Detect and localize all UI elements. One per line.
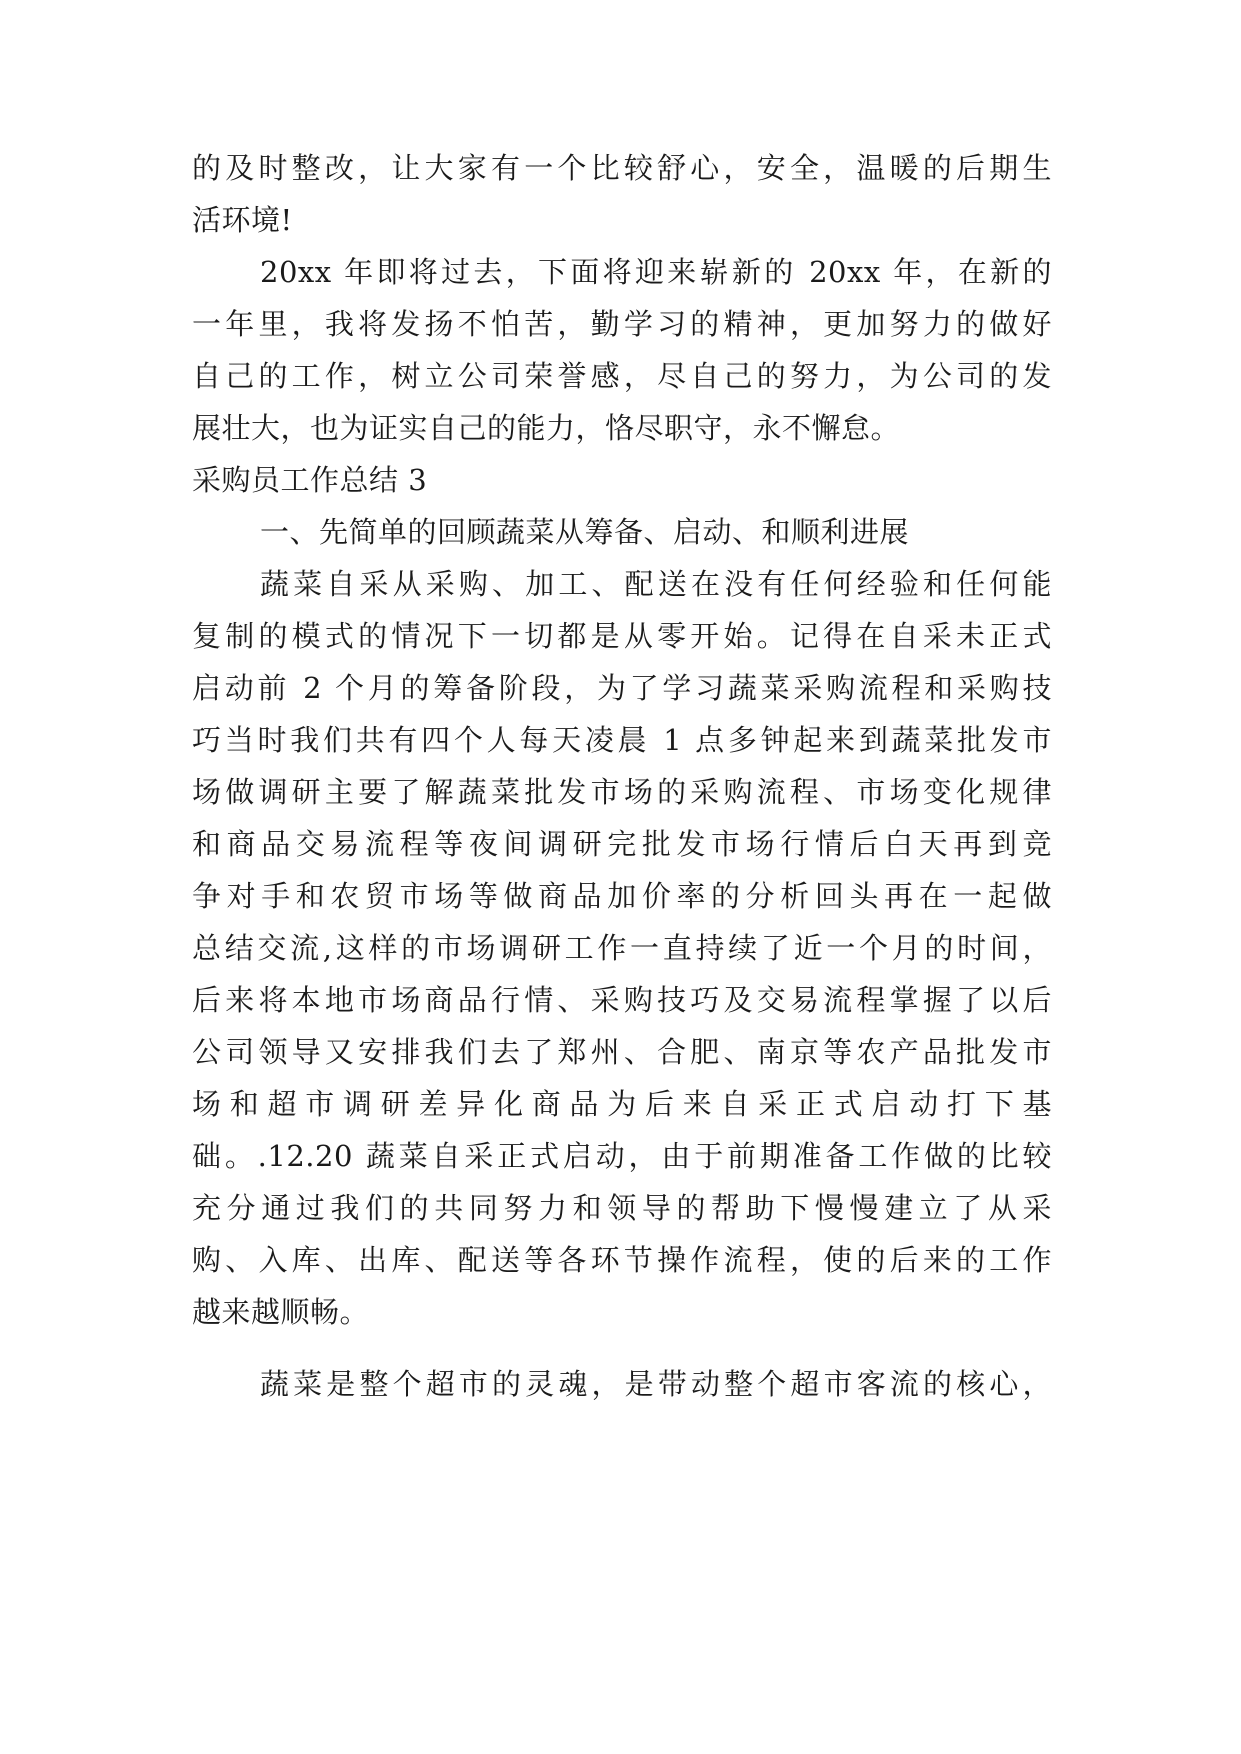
text-line: 一年里，我将发扬不怕苦，勤学习的精神，更加努力的做好 xyxy=(192,307,1052,341)
text-line: 自己的工作，树立公司荣誉感，尽自己的努力，为公司的发 xyxy=(192,359,1052,393)
text-line: 蔬菜自采从采购、加工、配送在没有任何经验和任何能 xyxy=(260,567,1052,601)
text-line: 后来将本地市场商品行情、采购技巧及交易流程掌握了以后 xyxy=(192,983,1052,1017)
text-line: 公司领导又安排我们去了郑州、合肥、南京等农产品批发市 xyxy=(192,1035,1052,1069)
section-heading: 采购员工作总结 3 xyxy=(192,463,428,497)
text-line: 启动前 2 个月的筹备阶段，为了学习蔬菜采购流程和采购技 xyxy=(192,671,1052,705)
text-line: 蔬菜是整个超市的灵魂，是带动整个超市客流的核心， xyxy=(260,1367,1052,1401)
text-line: 场做调研主要了解蔬菜批发市场的采购流程、市场变化规律 xyxy=(192,775,1052,809)
text-line: 20xx 年即将过去，下面将迎来崭新的 20xx 年，在新的 xyxy=(260,255,1052,289)
text-line: 础。.12.20 蔬菜自采正式启动，由于前期准备工作做的比较 xyxy=(192,1139,1052,1173)
text-line: 一、先简单的回顾蔬菜从筹备、启动、和顺利进展 xyxy=(260,515,910,549)
text-line: 总结交流,这样的市场调研工作一直持续了近一个月的时间， xyxy=(192,931,1052,965)
text-line: 巧当时我们共有四个人每天凌晨 1 点多钟起来到蔬菜批发市 xyxy=(192,723,1052,757)
text-line: 活环境! xyxy=(192,203,293,237)
text-line: 场和超市调研差异化商品为后来自采正式启动打下基 xyxy=(192,1087,1052,1121)
text-line: 和商品交易流程等夜间调研完批发市场行情后白天再到竞 xyxy=(192,827,1052,861)
text-line: 购、入库、出库、配送等各环节操作流程，使的后来的工作 xyxy=(192,1243,1052,1277)
text-line: 充分通过我们的共同努力和领导的帮助下慢慢建立了从采 xyxy=(192,1191,1052,1225)
text-line: 展壮大，也为证实自己的能力，恪尽职守，永不懈怠。 xyxy=(192,411,901,445)
text-line: 的及时整改，让大家有一个比较舒心，安全，温暖的后期生 xyxy=(192,151,1052,185)
text-line: 复制的模式的情况下一切都是从零开始。记得在自采未正式 xyxy=(192,619,1052,653)
text-line: 越来越顺畅。 xyxy=(192,1295,370,1329)
text-line: 争对手和农贸市场等做商品加价率的分析回头再在一起做 xyxy=(192,879,1052,913)
